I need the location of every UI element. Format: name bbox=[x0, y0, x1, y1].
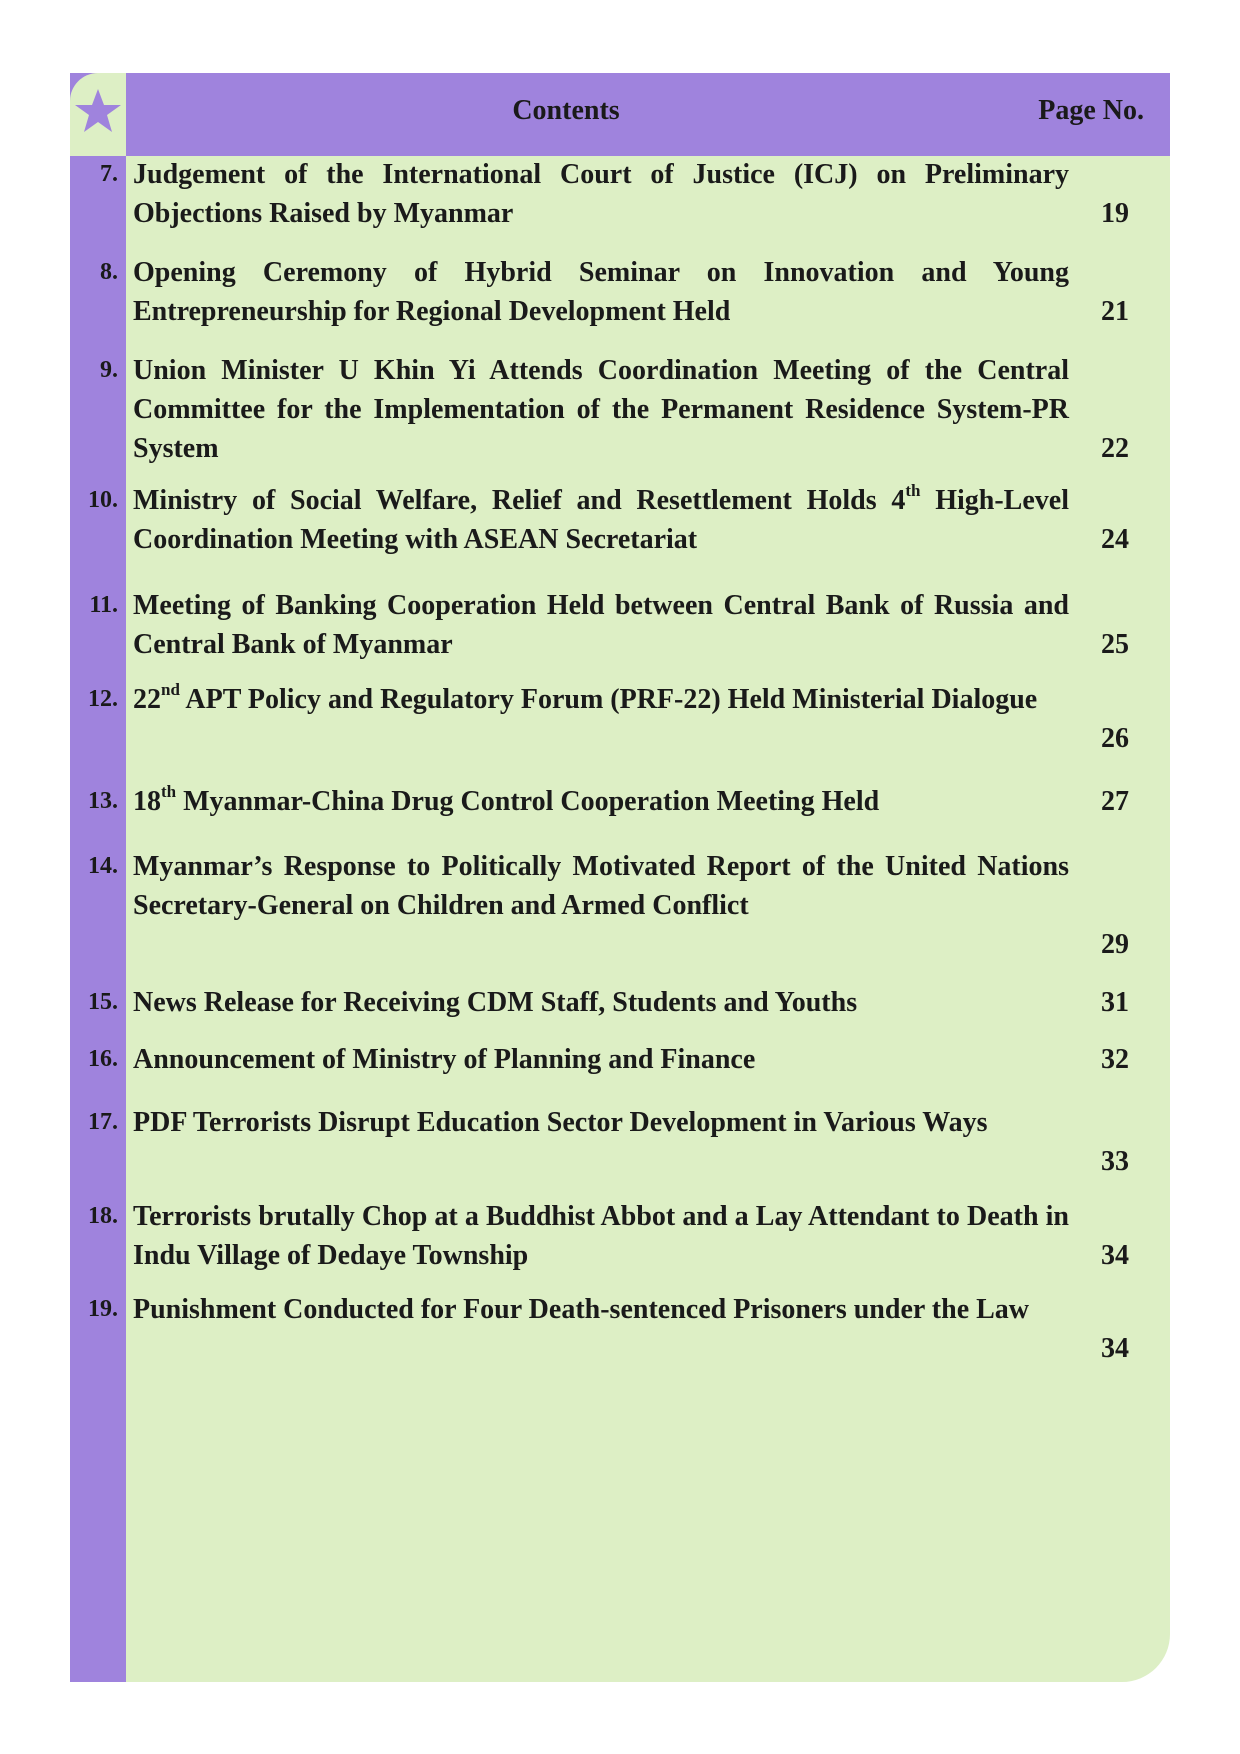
entry-number: 15. bbox=[88, 989, 118, 1015]
entry-page: 31 bbox=[1101, 987, 1129, 1018]
entry-number: 12. bbox=[88, 686, 118, 712]
entry-page: 26 bbox=[1101, 723, 1129, 754]
entry-title: Meeting of Banking Cooperation Held between Central Bank of Russia and Central Bank of Myanmar bbox=[133, 590, 1069, 660]
star-icon bbox=[74, 87, 122, 135]
entry-page: 19 bbox=[1101, 198, 1129, 229]
entry-page: 22 bbox=[1101, 433, 1129, 464]
entry-page: 33 bbox=[1101, 1146, 1129, 1177]
entry-title: News Release for Receiving CDM Staff, Students and Youths bbox=[133, 987, 858, 1018]
contents-panel bbox=[70, 73, 1170, 1682]
entry-number: 11. bbox=[89, 592, 118, 618]
entry-page: 29 bbox=[1101, 929, 1129, 960]
entry-title: Announcement of Ministry of Planning and Finance bbox=[133, 1044, 756, 1075]
entry-title: PDF Terrorists Disrupt Education Sector Development in Various Ways bbox=[133, 1107, 988, 1138]
entry-page: 34 bbox=[1101, 1240, 1129, 1271]
entry-title: 18th Myanmar-China Drug Control Cooperation Meeting Held bbox=[133, 782, 880, 817]
entry-page: 27 bbox=[1101, 786, 1129, 817]
entry-number: 19. bbox=[88, 1296, 118, 1322]
entry-number: 14. bbox=[88, 853, 118, 879]
contents-heading: Contents bbox=[512, 95, 620, 126]
entry-number: 9. bbox=[100, 357, 118, 383]
entry-title: Myanmar’s Response to Politically Motivated Report of the United Nations Secretary-General on Children and Armed Conflict bbox=[133, 851, 1069, 921]
entry-title: 22nd APT Policy and Regulatory Forum (PRF-22) Held Ministerial Dialogue bbox=[133, 680, 1038, 715]
entry-title: Opening Ceremony of Hybrid Seminar on Innovation and Young Entrepreneurship for Regional Development Held bbox=[133, 257, 1069, 327]
entry-number: 18. bbox=[88, 1203, 118, 1229]
entry-title: Judgement of the International Court of Justice (ICJ) on Preliminary Objections Raised by Myanmar bbox=[133, 159, 1069, 229]
star-corner bbox=[70, 73, 126, 156]
contents-header bbox=[126, 73, 1170, 156]
entry-number: 17. bbox=[88, 1109, 118, 1135]
entry-title: Terrorists brutally Chop at a Buddhist Abbot and a Lay Attendant to Death in Indu Village of Dedaye Township bbox=[133, 1201, 1069, 1271]
entry-page: 32 bbox=[1101, 1044, 1129, 1075]
entry-page: 25 bbox=[1101, 629, 1129, 660]
entry-number: 8. bbox=[100, 259, 118, 285]
entry-title: Punishment Conducted for Four Death-sentenced Prisoners under the Law bbox=[133, 1294, 1030, 1325]
entry-number: 10. bbox=[88, 487, 118, 513]
entry-page: 34 bbox=[1101, 1333, 1129, 1364]
entry-title: Union Minister U Khin Yi Attends Coordination Meeting of the Central Committee for the Implementation of the Permanent Residence System-PR System bbox=[133, 355, 1069, 464]
entry-number: 13. bbox=[88, 788, 118, 814]
page-number-heading: Page No. bbox=[1038, 95, 1144, 126]
entry-page: 21 bbox=[1101, 296, 1129, 327]
entry-number: 16. bbox=[88, 1046, 118, 1072]
entry-title: Ministry of Social Welfare, Relief and Resettlement Holds 4th High-Level Coordination Meeting with ASEAN Secretariat bbox=[133, 481, 1069, 555]
entry-number: 7. bbox=[100, 161, 118, 187]
entry-page: 24 bbox=[1101, 524, 1129, 555]
